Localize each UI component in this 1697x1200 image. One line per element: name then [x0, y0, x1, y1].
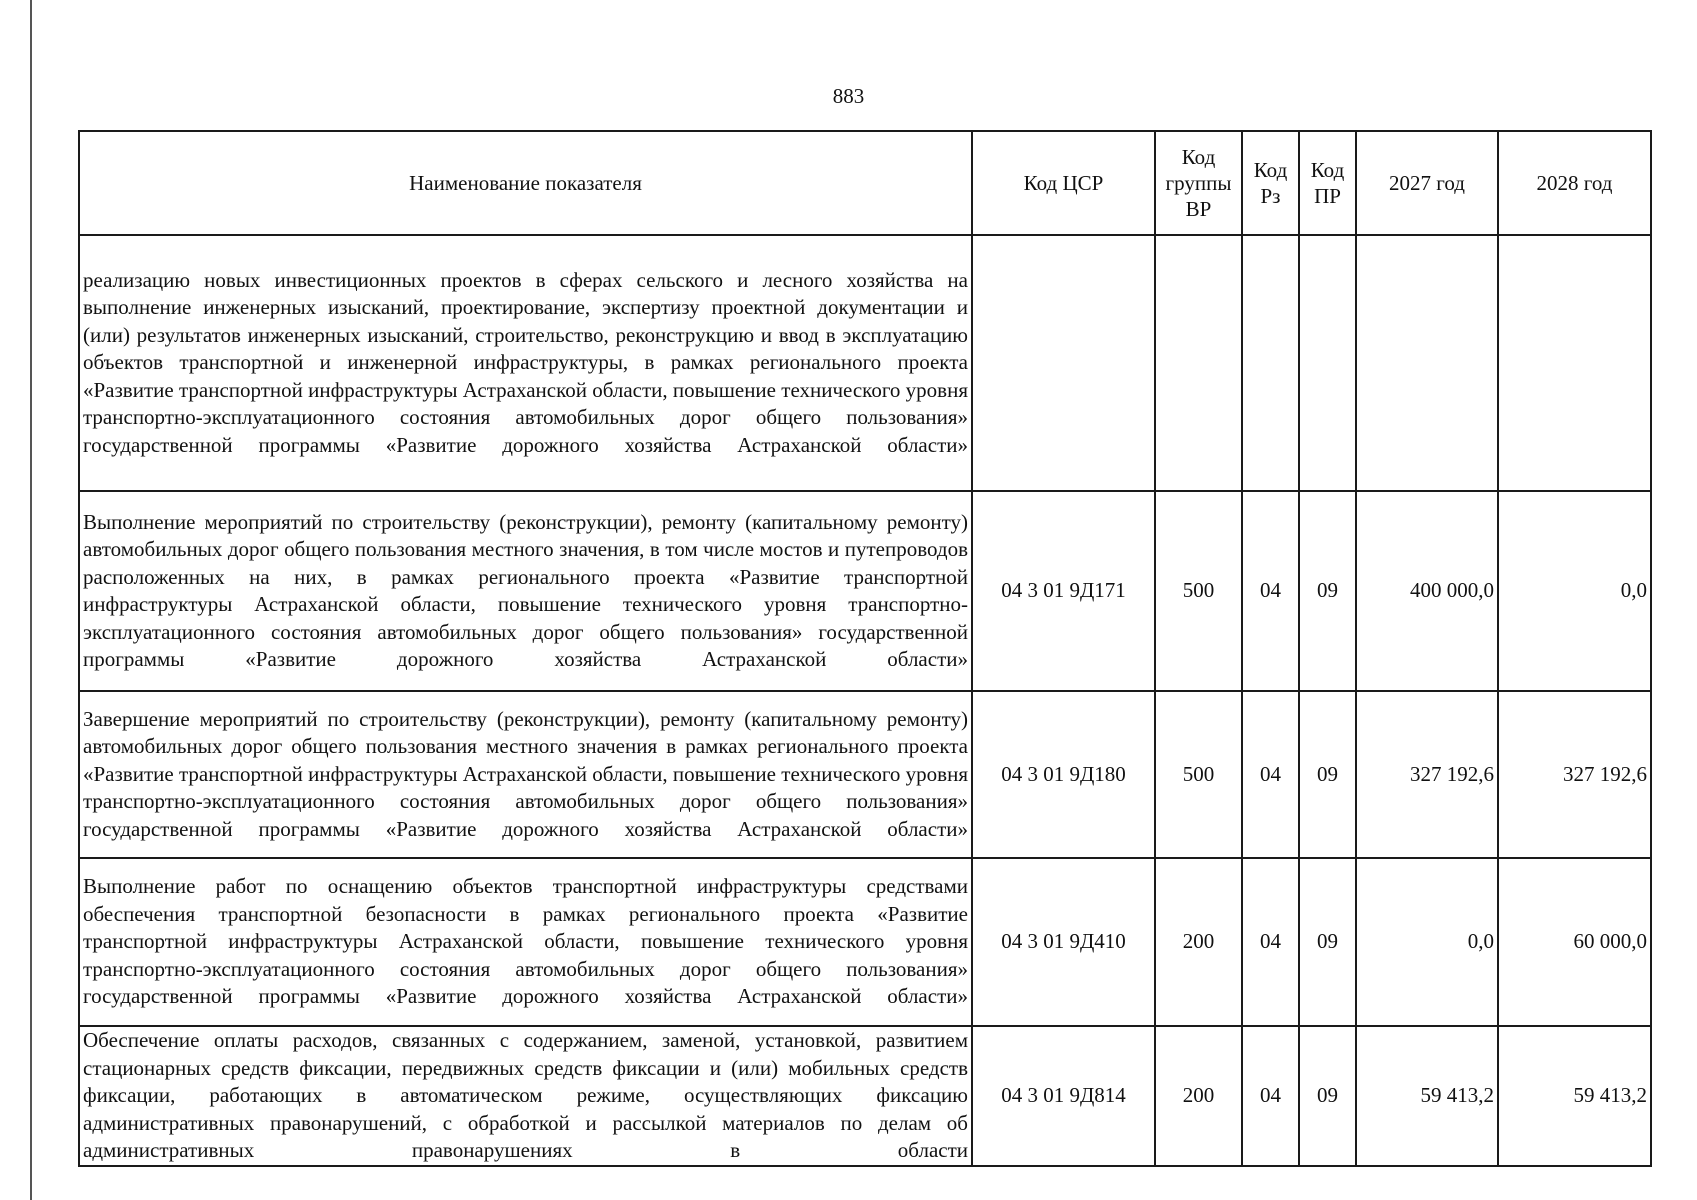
pr-code: 09: [1299, 491, 1356, 691]
pr-code: 09: [1299, 1026, 1356, 1166]
header-csr: Код ЦСР: [972, 131, 1155, 235]
indicator-name: реализацию новых инвестиционных проектов в сферах сельского и лесного хозяйства на выполнение инженерных изысканий, проектирование, экспертизу проектной документации и (или) результатов инженерных изысканий, строительство, реконструкцию и ввод в эксплуатацию объектов транспортной и инженерной инфраструктуры, в рамках регионального проекта «Развитие транспортной инфраструктуры Астраханской области, повышение технического уровня транспортно-эксплуатационного состояния автомобильных дорог общего пользования» государственной программы «Развитие дорожного хозяйства Астраханской области»: [79, 235, 972, 491]
budget-table: [78, 130, 1652, 1167]
rz-code: [1242, 235, 1299, 491]
vr-code: 500: [1155, 491, 1242, 691]
table-header-row: [79, 131, 1651, 235]
amount-2027: [1356, 235, 1498, 491]
amount-2028: 327 192,6: [1498, 691, 1651, 858]
rz-code: 04: [1242, 691, 1299, 858]
amount-2027: 400 000,0: [1356, 491, 1498, 691]
vr-code: 200: [1155, 1026, 1242, 1166]
indicator-name: Выполнение мероприятий по строительству (реконструкции), ремонту (капитальному ремонту) автомобильных дорог общего пользования местного значения, в том числе мостов и путепроводов расположенных на них, в рамках регионального проекта «Развитие транспортной инфраструктуры Астраханской области, повышение технического уровня транспортно-эксплуатационного состояния автомобильных дорог общего пользования» государственной программы «Развитие дорожного хозяйства Астраханской области»: [79, 491, 972, 691]
table-row: [79, 1026, 1651, 1166]
amount-2027: 0,0: [1356, 858, 1498, 1026]
vr-code: [1155, 235, 1242, 491]
amount-2028: 0,0: [1498, 491, 1651, 691]
table-row: [79, 858, 1651, 1026]
table-row: [79, 491, 1651, 691]
header-pr: Код ПР: [1299, 131, 1356, 235]
header-name: Наименование показателя: [79, 131, 972, 235]
csr-code: 04 3 01 9Д171: [972, 491, 1155, 691]
rz-code: 04: [1242, 858, 1299, 1026]
header-rz: Код Рз: [1242, 131, 1299, 235]
csr-code: 04 3 01 9Д814: [972, 1026, 1155, 1166]
vr-code: 200: [1155, 858, 1242, 1026]
amount-2028: 59 413,2: [1498, 1026, 1651, 1166]
header-2027: 2027 год: [1356, 131, 1498, 235]
pr-code: [1299, 235, 1356, 491]
table-row: [79, 235, 1651, 491]
amount-2027: 327 192,6: [1356, 691, 1498, 858]
rz-code: 04: [1242, 1026, 1299, 1166]
table-row: [79, 691, 1651, 858]
header-2028: 2028 год: [1498, 131, 1651, 235]
csr-code: 04 3 01 9Д180: [972, 691, 1155, 858]
indicator-name: Выполнение работ по оснащению объектов транспортной инфраструктуры средствами обеспечения транспортной безопасности в рамках регионального проекта «Развитие транспортной инфраструктуры Астраханской области, повышение технического уровня транспортно-эксплуатационного состояния автомобильных дорог общего пользования» государственной программы «Развитие дорожного хозяйства Астраханской области»: [79, 858, 972, 1026]
csr-code: [972, 235, 1155, 491]
pr-code: 09: [1299, 858, 1356, 1026]
amount-2028: [1498, 235, 1651, 491]
header-vr: Код группы ВР: [1155, 131, 1242, 235]
csr-code: 04 3 01 9Д410: [972, 858, 1155, 1026]
vr-code: 500: [1155, 691, 1242, 858]
page-number: 883: [832, 84, 865, 108]
rz-code: 04: [1242, 491, 1299, 691]
pr-code: 09: [1299, 691, 1356, 858]
amount-2027: 59 413,2: [1356, 1026, 1498, 1166]
indicator-name: Обеспечение оплаты расходов, связанных с содержанием, заменой, установкой, развитием стационарных средств фиксации, передвижных средств фиксации и (или) мобильных средств фиксации, работающих в автоматическом режиме, осуществляющих фиксацию административных правонарушений, с обработкой и рассылкой материалов по делам об административных правонарушениях в области: [79, 1026, 972, 1166]
amount-2028: 60 000,0: [1498, 858, 1651, 1026]
indicator-name: Завершение мероприятий по строительству (реконструкции), ремонту (капитальному ремонту) автомобильных дорог общего пользования местного значения в рамках регионального проекта «Развитие транспортной инфраструктуры Астраханской области, повышение технического уровня транспортно-эксплуатационного состояния автомобильных дорог общего пользования» государственной программы «Развитие дорожного хозяйства Астраханской области»: [79, 691, 972, 858]
binding-line: [30, 0, 32, 1200]
